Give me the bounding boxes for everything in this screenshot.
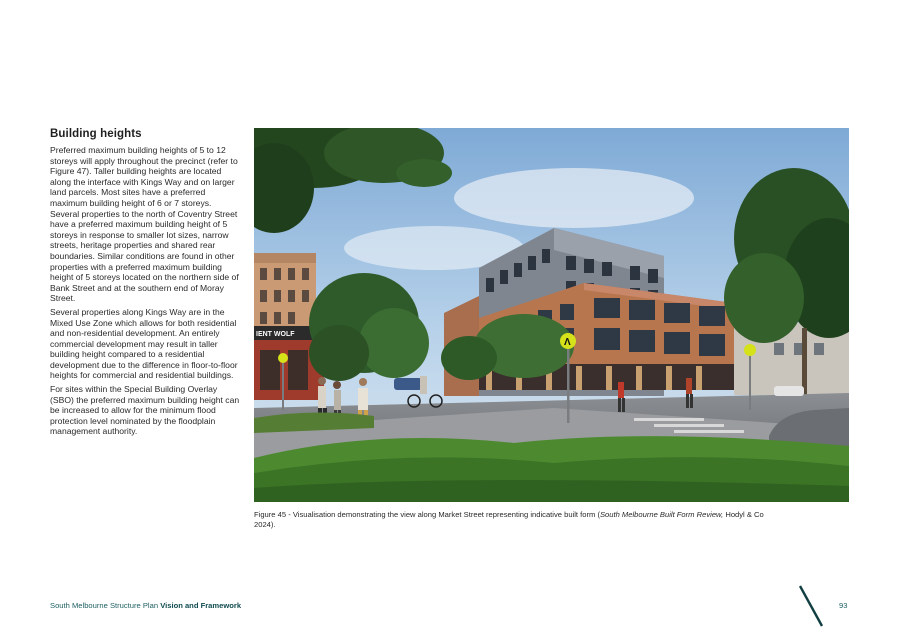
figure-caption — [254, 510, 774, 530]
caption-prefix: Figure 45 - Visualisation demonstrating the view along Market Street representing indicative built form ( — [254, 510, 600, 519]
footer-doc-title — [50, 601, 241, 610]
decorative-slash-mark — [798, 584, 826, 628]
body-text — [50, 145, 240, 440]
section-heading: Building heights — [50, 128, 142, 140]
footer-subtitle: Vision and Framework — [160, 601, 242, 610]
street-visualisation-image — [254, 128, 849, 502]
svg-text:Λ: Λ — [564, 337, 571, 348]
caption-suffix: Hodyl & Co 2024). — [254, 510, 764, 529]
page-number: 93 — [839, 601, 848, 610]
footer-title: South Melbourne Structure Plan — [50, 601, 159, 610]
paragraph: Preferred maximum building heights of 5 to 12 storeys will apply throughout the precinct (refer to Figure 47). Taller building heights are located along the interface with Kings Way and on larger land parcels. Most sites have a preferred maximum building height of 6 or 7 storeys. Several properties to the north of Coventry Street have a preferred maximum building height of 5 storeys in response to smaller lot sizes, narrow streets, heritage properties and shared rear boundaries. Similar conditions are found in other properties with a preferred maximum building height of 5 storeys located on the northern side of Bank Street and at the southern end of Moray Street. — [50, 145, 239, 304]
paragraph: For sites within the Special Building Overlay (SBO) the preferred maximum building height can be increased to allow for the minimum flood protection level nominated by the floodplain management authority. — [50, 384, 240, 437]
paragraph: Several properties along Kings Way are in the Mixed Use Zone which allows for both residential and non-residential development. An entirely commercial development may result in taller building height compared to a residential development due to the difference in floor-to-floor heights for commercial and residential buildings. — [50, 306, 238, 381]
shop-sign: IENT WOLF — [256, 331, 295, 338]
caption-italic-title: South Melbourne Built Form Review, — [599, 510, 724, 519]
